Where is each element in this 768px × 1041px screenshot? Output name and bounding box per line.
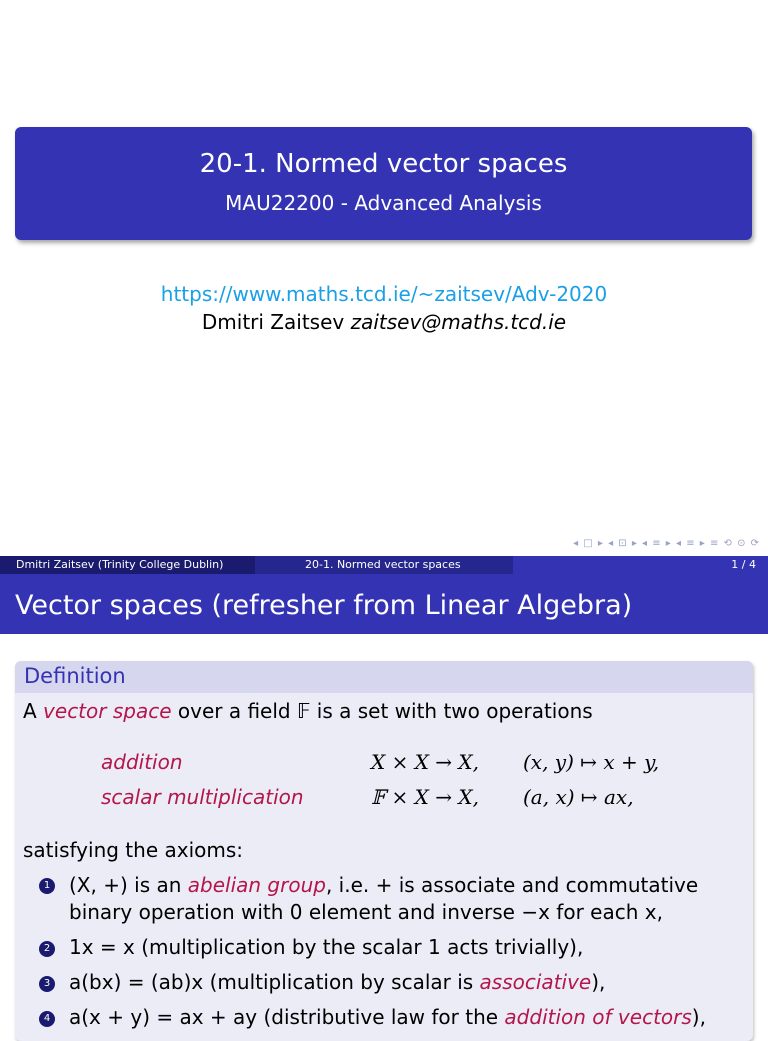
term-associative: associative <box>479 970 592 994</box>
axiom-4-line <box>69 1005 706 1029</box>
footer-page-number: 1 / 4 <box>731 558 756 571</box>
op-scalar-name: scalar multiplication <box>101 785 304 809</box>
footer-center <box>255 556 513 574</box>
definition-intro <box>23 699 593 723</box>
title-box <box>15 127 752 240</box>
axiom-4-text-a: a(x + y) = ax + ay (distributive law for the <box>69 1005 505 1029</box>
axiom-1-text-a: (X, +) is an <box>69 873 188 897</box>
op-scalar-map: 𝔽 × X → X, <box>371 785 479 809</box>
block-body <box>15 693 753 1041</box>
axiom-2-bullet: 2 <box>39 941 55 957</box>
op-addition-rule: (x, y) ↦ x + y, <box>523 750 660 774</box>
term-vector-space: vector space <box>43 699 172 723</box>
footer-title: 20-1. Normed vector spaces <box>305 558 461 571</box>
footer-bar <box>0 556 768 574</box>
axiom-4-bullet: 4 <box>39 1011 55 1027</box>
op-addition-name: addition <box>101 750 183 774</box>
intro-text-a: A <box>23 699 44 723</box>
term-abelian-group: abelian group <box>187 873 326 897</box>
term-addition-of-vectors: addition of vectors <box>504 1005 692 1029</box>
footer-author: Dmitri Zaitsev (Trinity College Dublin) <box>16 558 224 571</box>
intro-text-b: over a field 𝔽 is a set with two operations <box>171 699 593 723</box>
axiom-3-bullet: 3 <box>39 976 55 992</box>
axiom-1-line-2: binary operation with 0 element and inverse −x for each x, <box>69 900 663 924</box>
axiom-1-bullet: 1 <box>39 878 55 894</box>
op-scalar-rule: (a, x) ↦ ax, <box>523 785 634 809</box>
frame-title: Vector spaces (refresher from Linear Algebra) <box>15 590 633 621</box>
axiom-2-text: 1x = x (multiplication by the scalar 1 acts trivially), <box>69 935 584 959</box>
footer-right <box>513 556 768 574</box>
axiom-3-line <box>69 970 605 994</box>
block-title: Definition <box>24 664 126 688</box>
author-name: Dmitri Zaitsev <box>201 310 345 334</box>
definition-block <box>15 661 753 1041</box>
axiom-1-text-b: , i.e. + is associate and commutative <box>325 873 699 897</box>
slide-title: 20-1. Normed vector spaces <box>199 149 568 179</box>
beamer-navigation-icons[interactable]: ◂ □ ▸ ◂ ⊡ ▸ ◂ ≡ ▸ ◂ ≡ ▸ ≡ ⟲ ⊙ ⟳ <box>573 538 760 549</box>
footer-left <box>0 556 255 574</box>
axiom-1-line-1 <box>69 873 698 897</box>
block-header <box>15 661 753 693</box>
axiom-4-text-b: ), <box>691 1005 706 1029</box>
axiom-3-text-b: ), <box>591 970 606 994</box>
frame-title-bar <box>0 574 768 634</box>
author-line <box>0 310 768 334</box>
op-addition-map: X × X → X, <box>371 750 480 774</box>
slide-subtitle: MAU22200 - Advanced Analysis <box>225 191 542 215</box>
axiom-3-text-a: a(bx) = (ab)x (multiplication by scalar is <box>69 970 480 994</box>
satisfying-text: satisfying the axioms: <box>23 838 244 862</box>
author-email: zaitsev@maths.tcd.ie <box>350 310 567 334</box>
course-url-link[interactable]: https://www.maths.tcd.ie/~zaitsev/Adv-2020 <box>160 282 608 306</box>
